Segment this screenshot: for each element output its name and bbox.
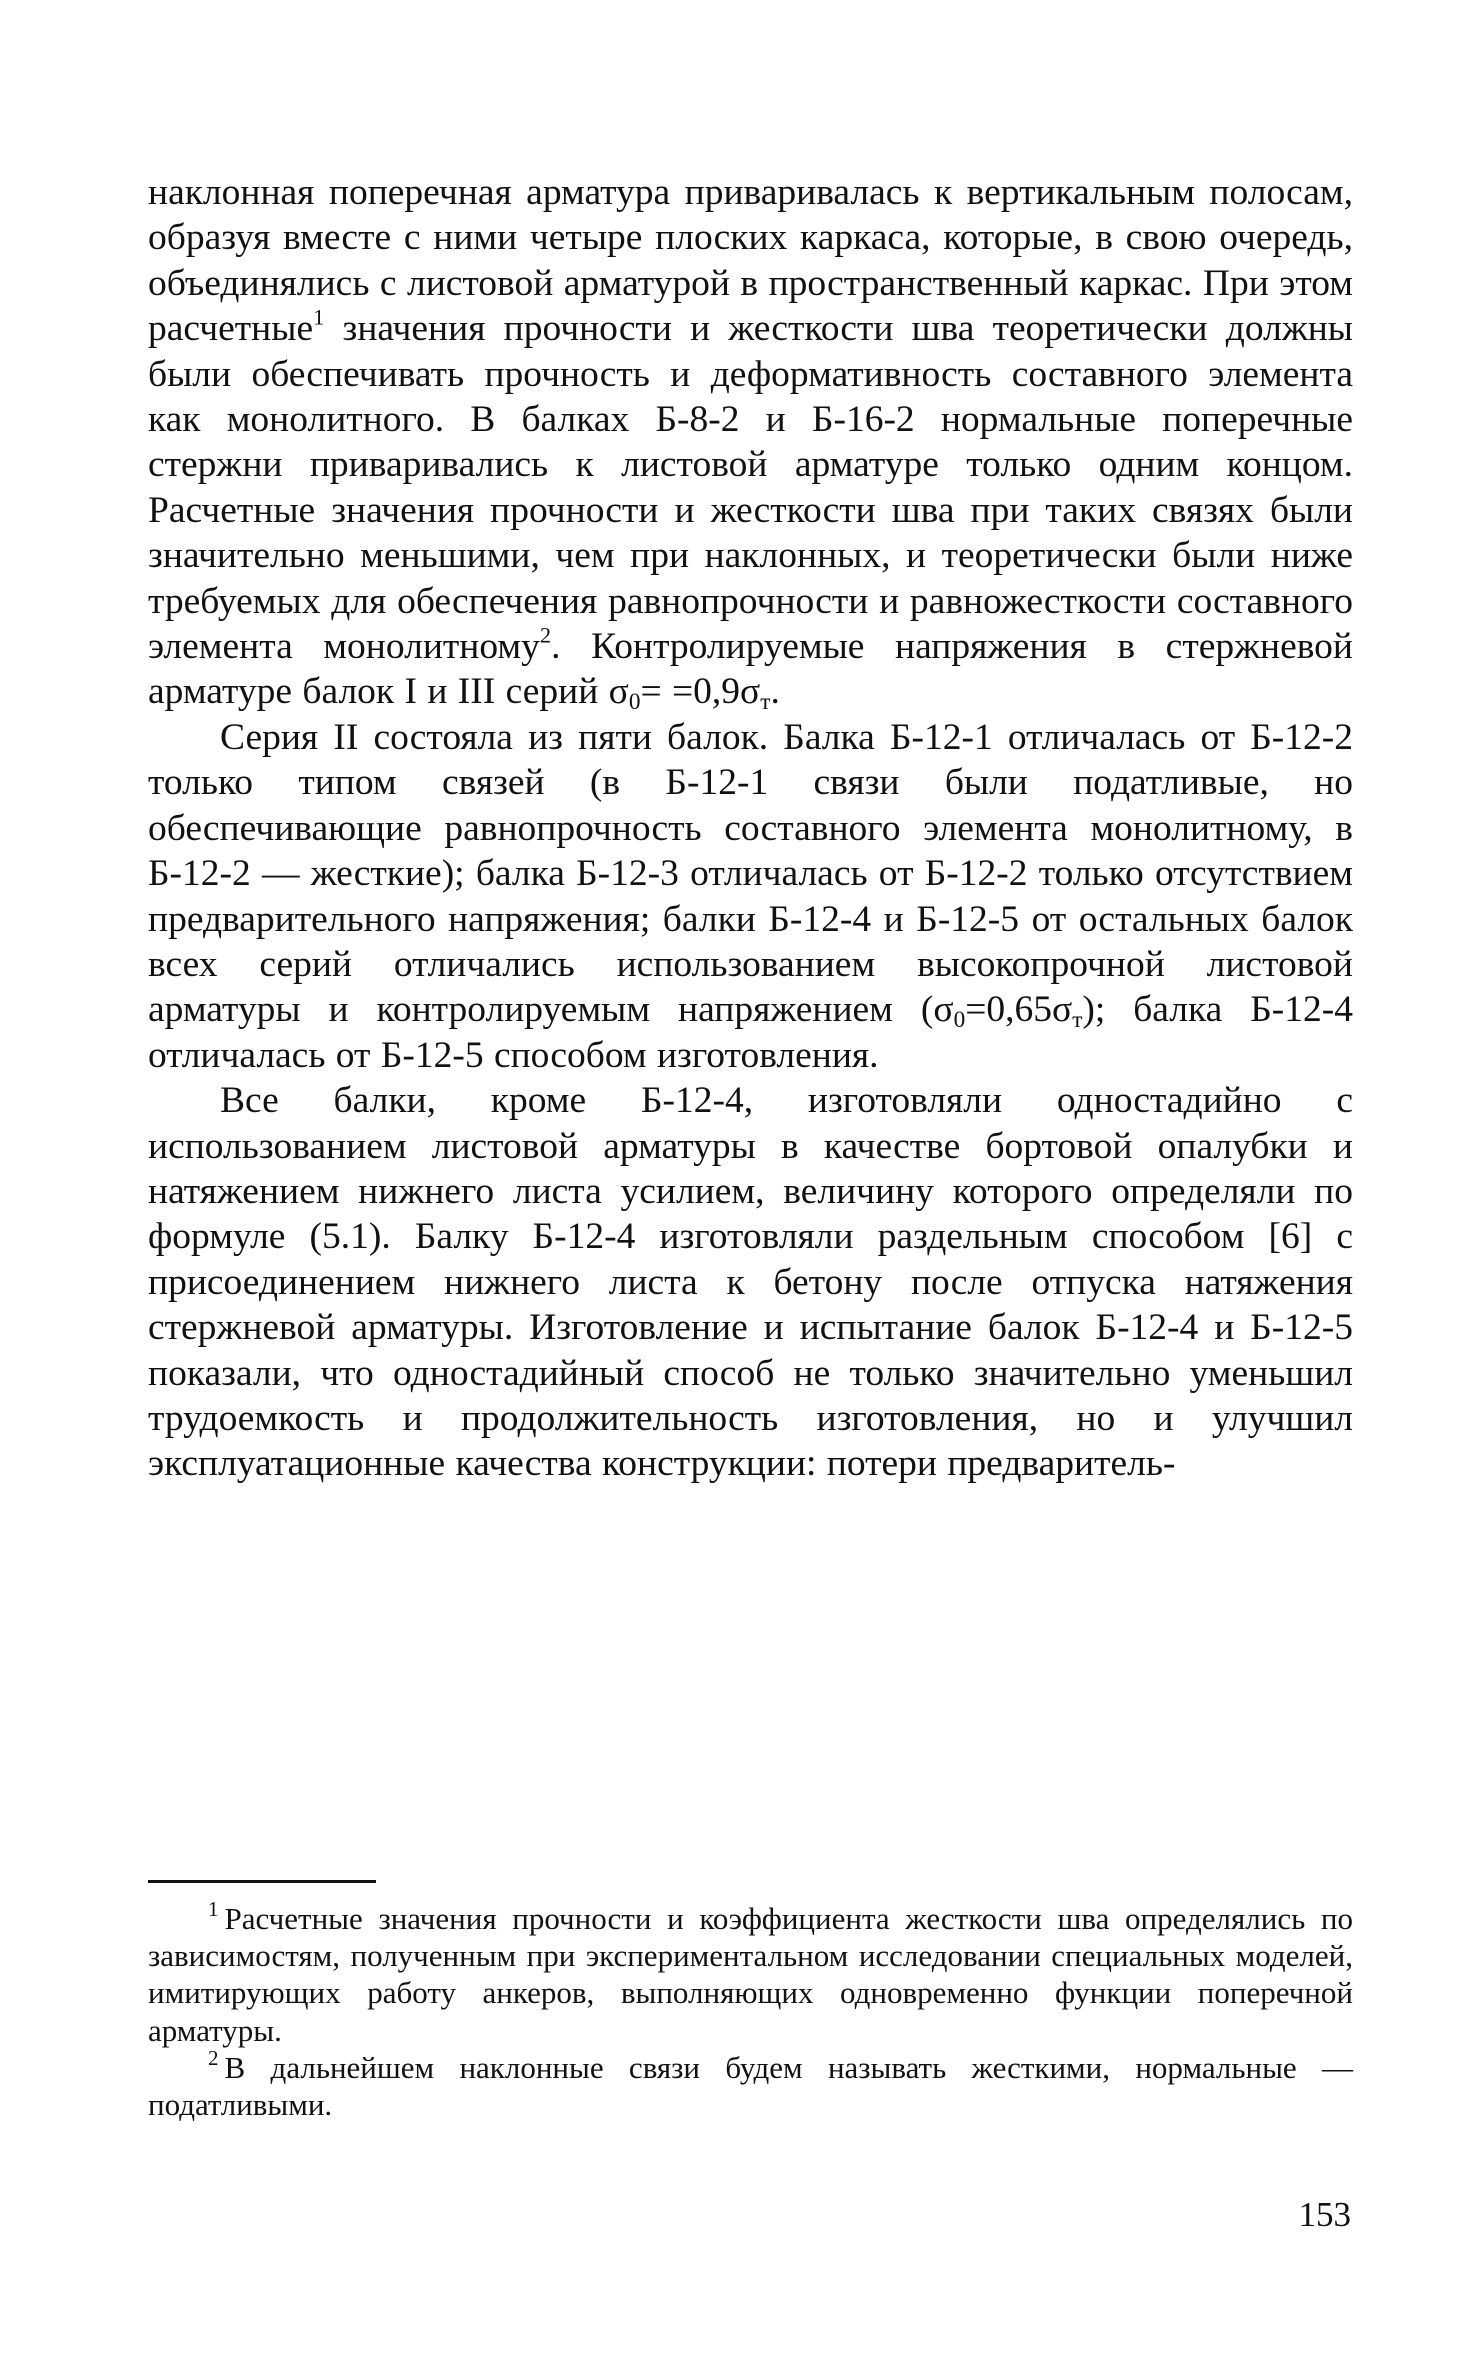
subscript-zero: 0 xyxy=(628,689,641,716)
paragraph-2 xyxy=(148,715,1353,1078)
paragraph-1 xyxy=(148,170,1353,715)
paragraph-1-text-c: . Контролируемые напряжения в стержневой арматуре балок I и III серий σ xyxy=(148,626,1353,713)
paragraph-1-text-d: = =0,9σ xyxy=(640,671,761,713)
footnotes xyxy=(148,1897,1353,2123)
paragraph-1-text-a: наклонная поперечная арматура приваривалась к вертикальным полосам, образуя вместе с ними четыре плоских каркаса, которые, в свою очередь, объединялись с листовой арматурой в пространственный каркас. При этом расчетные xyxy=(148,172,1353,350)
footnote-1-text: Расчетные значения прочности и коэффициента жесткости шва определялись по зависимостям, полученным при экспериментальном исследовании специальных моделей, имитирующих работу анкеров, выполняющих одновременно функции поперечной арматуры. xyxy=(148,1901,1353,2048)
footnote-divider xyxy=(148,1880,376,1883)
footnote-2-mark: 2 xyxy=(208,2046,219,2071)
paragraph-2-text-c: ); балка Б-12-4 отличалась от Б-12-5 способом изготовления. xyxy=(148,989,1353,1076)
footnote-2 xyxy=(148,2046,1353,2123)
footnote-2-text: В дальнейшем наклонные связи будем называть жесткими, нормальные — податливыми. xyxy=(148,2049,1353,2123)
footnote-ref-1[interactable]: 1 xyxy=(313,304,325,330)
footnote-ref-2[interactable]: 2 xyxy=(539,622,552,648)
page-body xyxy=(148,170,1353,1487)
footnote-1 xyxy=(148,1897,1353,2049)
paragraph-2-text-b: =0,65σ xyxy=(965,989,1073,1031)
subscript-zero: 0 xyxy=(953,1007,966,1034)
footnote-1-mark: 1 xyxy=(208,1897,219,1922)
subscript-t: т xyxy=(1072,1007,1083,1034)
paragraph-2-text-a: Серия II состояла из пяти балок. Балка Б-12-1 отличалась от Б-12-2 только типом связей (в Б-12-1 связи были податливые, но обеспечивающие равнопрочность составного элемента монолитному, в Б-12-2 — жесткие); балка Б-12-3 отличалась от Б-12-2 только отсутствием предварительного напряжения; балки Б-12-4 и Б-12-5 от остальных балок всех серий отличались использованием высокопрочной листовой арматуры и контролируемым напряжением (σ xyxy=(148,716,1353,1031)
paragraph-1-text-b: значения прочности и жесткости шва теоретически должны были обеспечивать прочность и деформативность составного элемента как монолитного. В балках Б-8-2 и Б-16-2 нормальные поперечные стержни приваривались к листовой арматуре только одним концом. Расчетные значения прочности и жесткости шва при таких связях были значительно меньшими, чем при наклонных, и теоретически были ниже требуемых для обеспечения равнопрочности и равножесткости составного элемента монолитному xyxy=(148,308,1353,668)
paragraph-3: Все балки, кроме Б-12-4, изготовляли одностадийно с использованием листовой арматуры в качестве бортовой опалубки и натяжением нижнего листа усилием, величину которого определяли по формуле (5.1). Балку Б-12-4 изготовляли раздельным способом [6] с присоединением нижнего листа к бетону после отпуска натяжения стержневой арматуры. Изготовление и испытание балок Б-12-4 и Б-12-5 показали, что одностадийный способ не только значительно уменьшил трудоемкость и продолжительность изготовления, но и улучшил эксплуатационные качества конструкции: потери предваритель- xyxy=(148,1080,1353,1485)
main-text xyxy=(148,170,1353,1487)
subscript-t: т xyxy=(760,689,771,716)
page-number: 153 xyxy=(1298,2195,1351,2234)
paragraph-1-text-e: . xyxy=(770,671,780,713)
